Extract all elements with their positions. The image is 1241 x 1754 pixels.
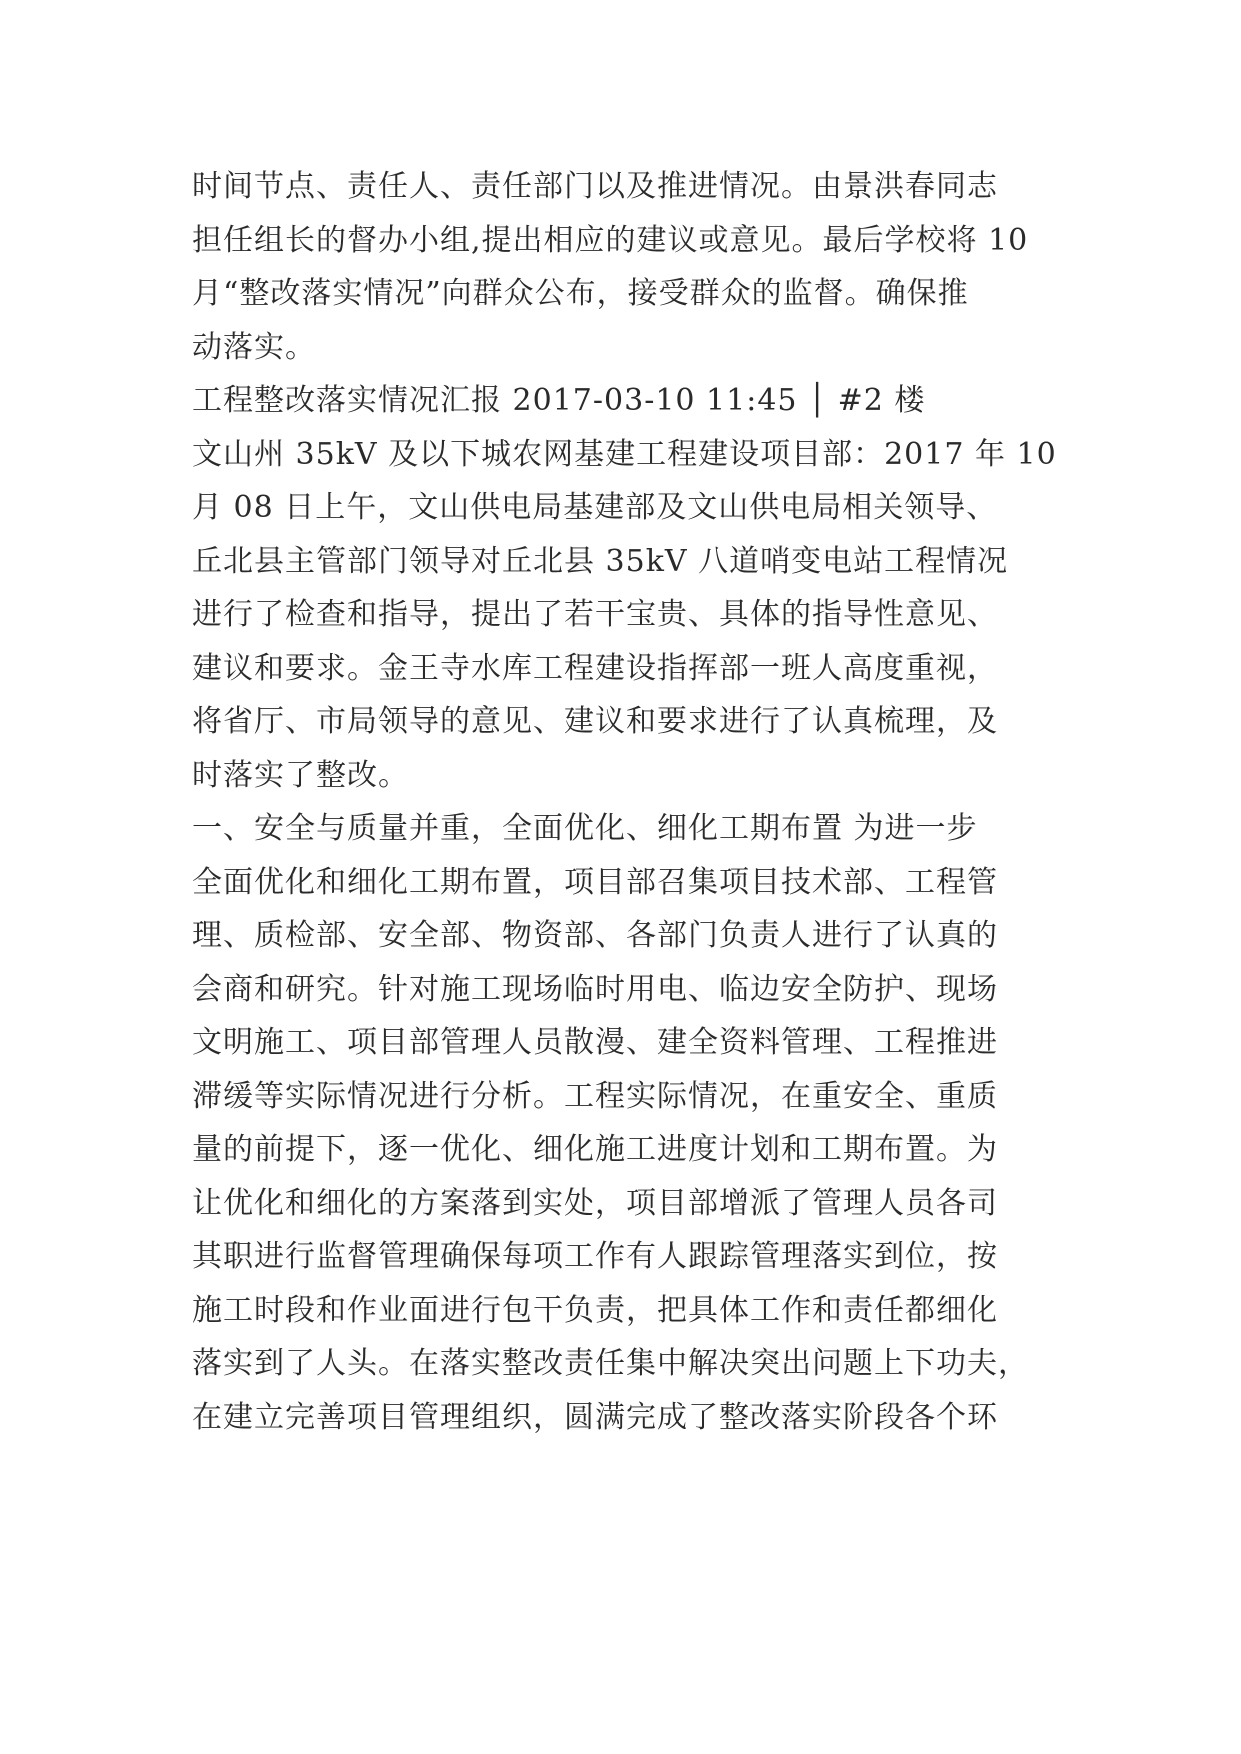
text-line: 将省厅、市局领导的意见、建议和要求进行了认真梳理，及: [192, 704, 998, 739]
text-line: 滞缓等实际情况进行分析。工程实际情况，在重安全、重质: [192, 1078, 998, 1114]
text-line: 在建立完善项目管理组织，圆满完成了整改落实阶段各个环: [192, 1399, 998, 1435]
text-line: 动落实。: [192, 329, 316, 365]
text-line: 落实到了人头。在落实整改责任集中解决突出问题上下功夫，: [192, 1346, 1029, 1381]
text-line: 文山州 35kV 及以下城农网基建工程建设项目部：2017 年 10: [192, 436, 1057, 472]
text-line: 让优化和细化的方案落到实处，项目部增派了管理人员各司: [192, 1185, 998, 1221]
text-line: 会商和研究。针对施工现场临时用电、临边安全防护、现场: [192, 971, 998, 1007]
text-line: 量的前提下，逐一优化、细化施工进度计划和工期布置。为: [192, 1132, 998, 1167]
text-line: 一、安全与质量并重，全面优化、细化工期布置 为进一步: [192, 811, 978, 846]
text-line: 施工时段和作业面进行包干负责，把具体工作和责任都细化: [192, 1292, 998, 1328]
text-line: 全面优化和细化工期布置，项目部召集项目技术部、工程管: [192, 864, 998, 900]
text-line: 其职进行监督管理确保每项工作有人跟踪管理落实到位，按: [192, 1239, 998, 1274]
text-line: 担任组长的督办小组,提出相应的建议或意见。最后学校将 10: [192, 222, 1029, 258]
text-line: 进行了检查和指导，提出了若干宝贵、具体的指导性意见、: [192, 597, 998, 632]
text-line: 月 08 日上午，文山供电局基建部及文山供电局相关领导、: [192, 490, 998, 525]
section-heading-line: 工程整改落实情况汇报 2017-03-10 11:45 │ #2 楼: [192, 383, 926, 418]
text-line: 丘北县主管部门领导对丘北县 35kV 八道哨变电站工程情况: [192, 543, 1009, 579]
text-line: 时间节点、责任人、责任部门以及推进情况。由景洪春同志: [192, 169, 998, 204]
text-line: 月“整改落实情况”向群众公布，接受群众的监督。确保推: [192, 276, 969, 311]
text-line: 时落实了整改。: [192, 757, 409, 793]
document-body: [192, 160, 1072, 1444]
text-line: 建议和要求。金王寺水库工程建设指挥部一班人高度重视，: [192, 650, 998, 686]
text-line: 理、质检部、安全部、物资部、各部门负责人进行了认真的: [192, 918, 998, 953]
text-line: 文明施工、项目部管理人员散漫、建全资料管理、工程推进: [192, 1025, 998, 1060]
